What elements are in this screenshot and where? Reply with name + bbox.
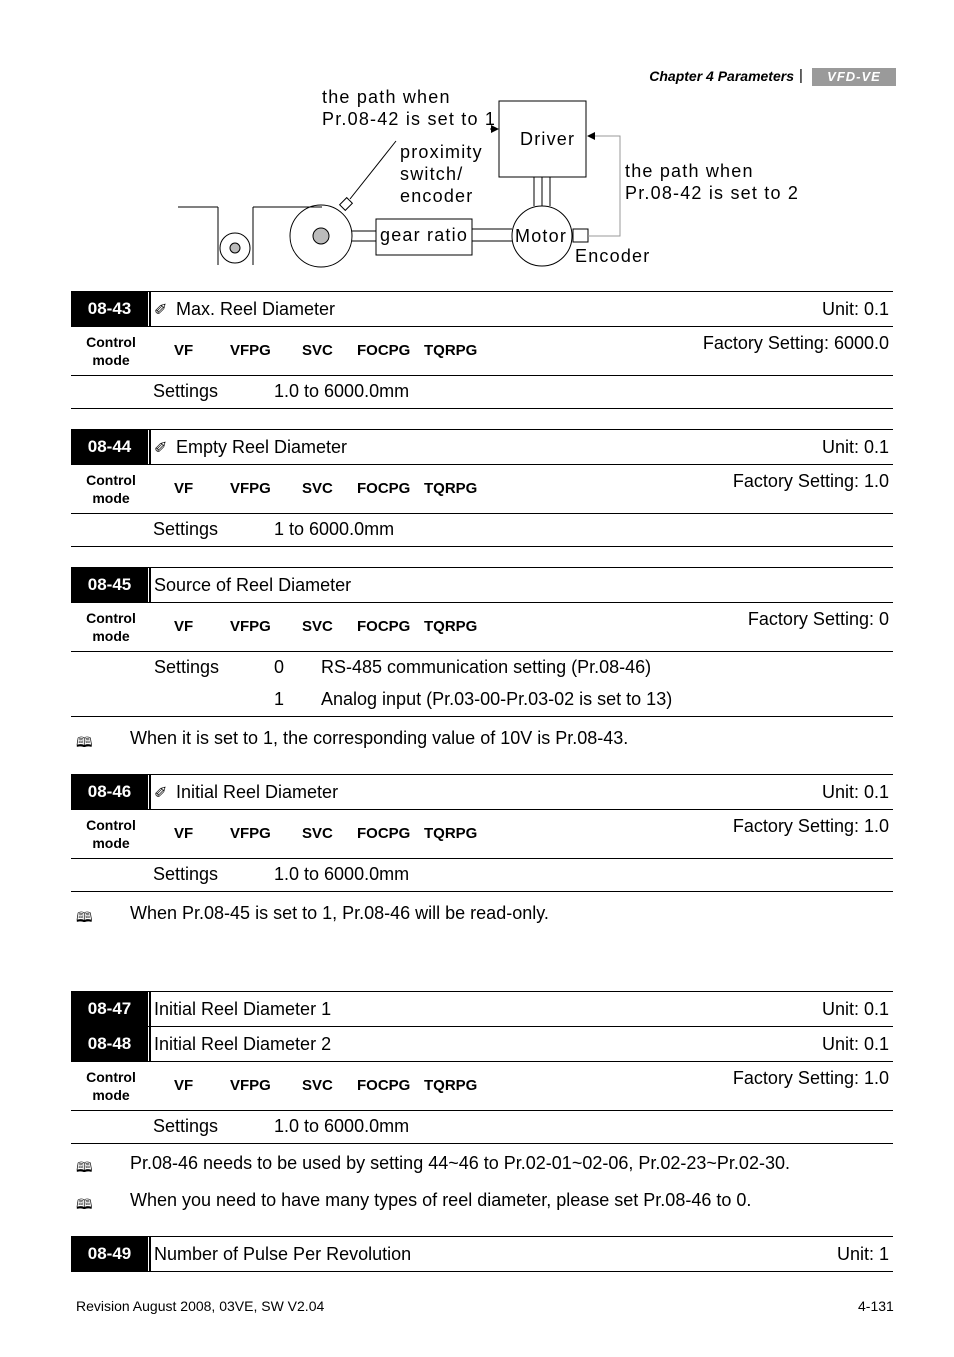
footer-revision: Revision August 2008, 03VE, SW V2.04: [76, 1298, 325, 1314]
mode-tqrpg: TQRPG: [424, 480, 478, 497]
factory-setting: Factory Setting: 6000.0: [702, 333, 889, 353]
param-unit: Unit: 0.1: [821, 782, 889, 802]
param-08-45: [71, 567, 893, 717]
note-08-48-a: [76, 1153, 790, 1174]
settings-label: Settings: [153, 381, 219, 401]
setting-code: 0: [274, 657, 285, 677]
mode-vf: VF: [174, 1077, 194, 1094]
mode-svc: SVC: [302, 618, 333, 635]
note-text: When Pr.08-45 is set to 1, Pr.08-46 will be read-only.: [130, 903, 549, 923]
note-text: When it is set to 1, the corresponding value of 10V is Pr.08-43.: [130, 728, 629, 748]
prox-line3: encoder: [400, 186, 474, 206]
mode-tqrpg: TQRPG: [424, 1077, 478, 1094]
pen-icon: ✐: [154, 302, 168, 319]
param-header: [71, 567, 893, 602]
param-title: [154, 430, 347, 466]
param-08-44: [71, 429, 893, 547]
param-title: [154, 775, 338, 811]
control-mode-row: [71, 464, 893, 514]
mode-tqrpg: TQRPG: [424, 342, 478, 359]
encoder-label: Encoder: [575, 246, 651, 266]
param-header: [71, 291, 893, 326]
mode-vf: VF: [174, 825, 194, 842]
prox-line1: proximity: [400, 142, 483, 162]
param-title-text: Empty Reel Diameter: [176, 437, 348, 457]
control-mode-label: Control mode: [86, 817, 136, 851]
mode-svc: SVC: [302, 480, 333, 497]
param-title: Initial Reel Diameter 1: [154, 999, 332, 1019]
motor-label: Motor: [515, 226, 568, 246]
mode-vfpg: VFPG: [230, 1077, 271, 1094]
prox-line2: switch/: [400, 164, 464, 184]
mode-vf: VF: [174, 342, 194, 359]
param-header: [71, 774, 893, 809]
param-id: 08-46: [71, 775, 148, 809]
param-title: Number of Pulse Per Revolution: [154, 1244, 412, 1264]
setting-code: 1: [274, 689, 285, 709]
note-08-48-b: [76, 1190, 751, 1211]
factory-setting: Factory Setting: 1.0: [732, 1068, 889, 1088]
param-title: Source of Reel Diameter: [154, 575, 352, 595]
brand-logo: VFD-VE: [812, 68, 896, 86]
path2-label: [625, 160, 799, 204]
control-mode-label: Control mode: [86, 610, 136, 644]
mode-vf: VF: [174, 480, 194, 497]
settings-row: [71, 859, 893, 892]
control-mode-row: [71, 326, 893, 376]
settings-row: [71, 514, 893, 547]
proximity-label: [400, 141, 483, 207]
mode-focpg: FOCPG: [357, 1077, 411, 1094]
settings-row: [71, 652, 893, 684]
path2-line1: the path when: [625, 161, 754, 181]
page-number: 4-131: [858, 1298, 894, 1314]
param-title-text: Max. Reel Diameter: [176, 299, 336, 319]
mode-focpg: FOCPG: [357, 825, 411, 842]
path2-line2: Pr.08-42 is set to 2: [625, 183, 800, 203]
mode-svc: SVC: [302, 825, 333, 842]
param-unit: Unit: 0.1: [821, 999, 889, 1019]
setting-desc: RS-485 communication setting (Pr.08-46): [321, 657, 652, 677]
mode-focpg: FOCPG: [357, 618, 411, 635]
settings-label: Settings: [153, 1116, 219, 1136]
mode-vf: VF: [174, 618, 194, 635]
control-mode-row: [71, 602, 893, 652]
param-title: Initial Reel Diameter 2: [154, 1034, 332, 1054]
param-header: [71, 991, 893, 1026]
param-header: [71, 429, 893, 464]
factory-setting: Factory Setting: 1.0: [732, 816, 889, 836]
reel-hub: [313, 228, 329, 244]
note-08-46: [76, 903, 549, 924]
settings-row: [71, 376, 893, 409]
param-unit: Unit: 0.1: [821, 437, 889, 457]
mode-svc: SVC: [302, 342, 333, 359]
path1-line2: Pr.08-42 is set to 1: [322, 109, 497, 129]
param-id: 08-47: [71, 992, 148, 1026]
book-icon: 🕮: [76, 734, 93, 751]
book-icon: 🕮: [76, 1196, 93, 1213]
factory-setting: Factory Setting: 1.0: [732, 471, 889, 491]
settings-range: 1.0 to 6000.0mm: [274, 1116, 410, 1136]
param-header: [71, 1026, 893, 1061]
book-icon: 🕮: [76, 909, 93, 926]
pen-icon: ✐: [154, 440, 168, 457]
settings-range: 1 to 6000.0mm: [274, 519, 395, 539]
control-mode-row: [71, 1061, 893, 1111]
mode-vfpg: VFPG: [230, 825, 271, 842]
param-header: [71, 1236, 893, 1272]
control-mode-row: [71, 809, 893, 859]
settings-label: Settings: [154, 657, 220, 677]
mode-focpg: FOCPG: [357, 342, 411, 359]
mode-vfpg: VFPG: [230, 342, 271, 359]
param-unit: Unit: 0.1: [821, 1034, 889, 1054]
control-mode-label: Control mode: [86, 472, 136, 506]
param-08-49: [71, 1236, 893, 1272]
control-mode-label: Control mode: [86, 334, 136, 368]
param-unit: Unit: 1: [836, 1244, 889, 1264]
param-id: 08-44: [71, 430, 148, 464]
note-08-45: [76, 728, 628, 749]
note-text: When you need to have many types of reel diameter, please set Pr.08-46 to 0.: [130, 1190, 752, 1210]
path1-line1: the path when: [322, 87, 451, 107]
encoder-box: [573, 229, 588, 242]
param-title-text: Initial Reel Diameter: [176, 782, 339, 802]
param-id: 08-43: [71, 292, 148, 326]
param-unit: Unit: 0.1: [821, 299, 889, 319]
note-text: Pr.08-46 needs to be used by setting 44~46 to Pr.02-01~02-06, Pr.02-23~Pr.02-30.: [130, 1153, 790, 1173]
mode-focpg: FOCPG: [357, 480, 411, 497]
param-title: [154, 292, 335, 328]
book-icon: 🕮: [76, 1159, 93, 1176]
mode-vfpg: VFPG: [230, 618, 271, 635]
sensor-line: [350, 141, 396, 199]
settings-range: 1.0 to 6000.0mm: [274, 864, 410, 884]
settings-row: [71, 684, 893, 717]
mode-tqrpg: TQRPG: [424, 618, 478, 635]
small-roller-hub: [230, 243, 240, 253]
param-08-47-48: [71, 991, 893, 1144]
mode-vfpg: VFPG: [230, 480, 271, 497]
pen-icon: ✐: [154, 785, 168, 802]
settings-label: Settings: [153, 519, 219, 539]
factory-setting: Factory Setting: 0: [747, 609, 889, 629]
chapter-title: Chapter 4 Parameters: [649, 68, 794, 84]
mode-svc: SVC: [302, 1077, 333, 1094]
param-id: 08-45: [71, 568, 148, 602]
param-id: 08-49: [71, 1237, 148, 1271]
param-08-46: [71, 774, 893, 892]
settings-label: Settings: [153, 864, 219, 884]
path1-label: [322, 86, 496, 130]
settings-row: [71, 1111, 893, 1144]
mode-tqrpg: TQRPG: [424, 825, 478, 842]
control-mode-label: Control mode: [86, 1069, 136, 1103]
setting-desc: Analog input (Pr.03-00-Pr.03-02 is set to 13): [321, 689, 673, 709]
arrow-path2: [587, 132, 595, 140]
param-id: 08-48: [71, 1027, 148, 1061]
driver-label: Driver: [520, 129, 576, 149]
header-separator: |: [799, 67, 803, 84]
gear-ratio-label: gear ratio: [380, 225, 469, 245]
settings-range: 1.0 to 6000.0mm: [274, 381, 410, 401]
param-08-43: [71, 291, 893, 409]
proximity-sensor: [340, 198, 353, 211]
